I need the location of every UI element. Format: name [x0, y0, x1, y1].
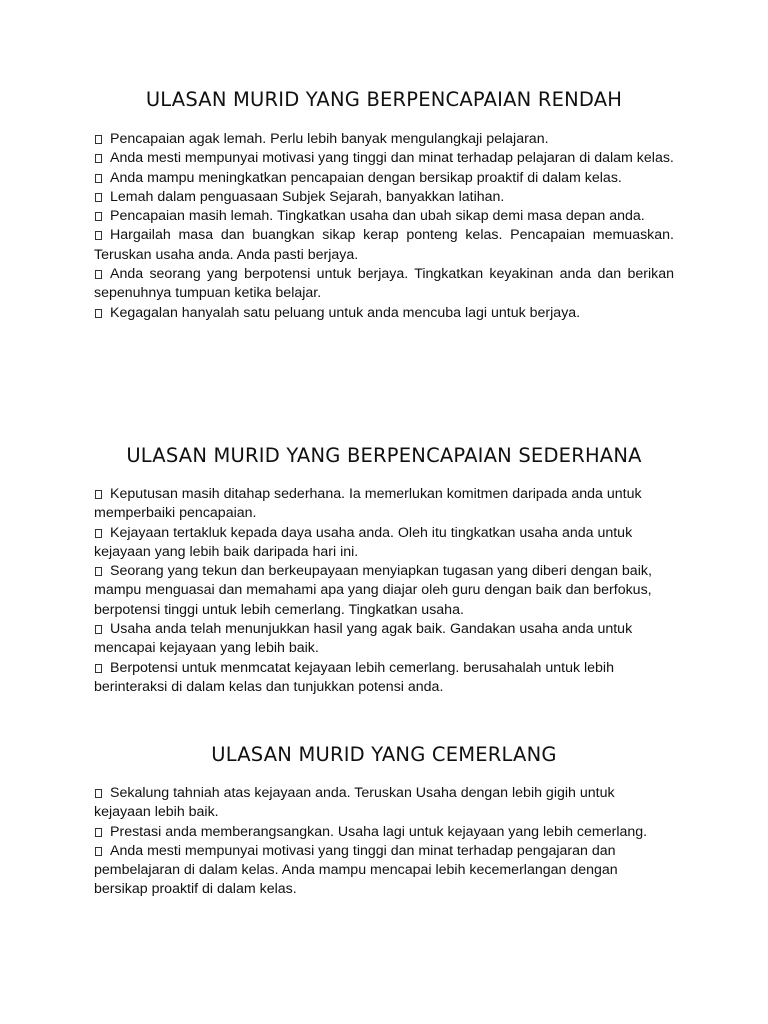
- item-text: Anda mesti mempunyai motivasi yang tinggi dan minat terhadap pengajaran dan pembelajaran di dalam kelas. Anda mampu mencapai lebih kecemerlangan dengan bersikap proaktif di dalam kelas.: [94, 842, 618, 898]
- checkbox-bullet-icon: [95, 193, 102, 202]
- item-text: Prestasi anda memberangsangkan. Usaha lagi untuk kejayaan yang lebih cemerlang.: [110, 823, 648, 840]
- item-text: Hargailah masa dan buangkan sikap kerap ponteng kelas. Pencapaian memuaskan. Teruskan usaha anda. Anda pasti berjaya.: [94, 227, 674, 263]
- comment-list: [94, 485, 674, 697]
- item-text: Anda mampu meningkatkan pencapaian dengan bersikap proaktif di dalam kelas.: [110, 169, 622, 186]
- item-text: Sekalung tahniah atas kejayaan anda. Teruskan Usaha dengan lebih gigih untuk kejayaan lebih baik.: [94, 785, 615, 821]
- section-title: ULASAN MURID YANG BERPENCAPAIAN RENDAH: [145, 88, 623, 111]
- item-text: Pencapaian agak lemah. Perlu lebih banyak mengulangkaji pelajaran.: [110, 131, 549, 147]
- section-excellent-achievers: [94, 743, 674, 900]
- list-item: [94, 226, 674, 265]
- checkbox-bullet-icon: [95, 309, 102, 318]
- section-title: ULASAN MURID YANG CEMERLANG: [211, 743, 557, 766]
- checkbox-bullet-icon: [95, 154, 102, 163]
- list-item: [94, 188, 674, 207]
- checkbox-bullet-icon: [95, 789, 102, 798]
- item-text: Anda mesti mempunyai motivasi yang tinggi dan minat terhadap pelajaran di dalam kelas.: [110, 150, 674, 167]
- checkbox-bullet-icon: [95, 529, 102, 538]
- section-moderate-achievers: [94, 444, 674, 697]
- list-item: [94, 207, 674, 226]
- list-item: [94, 823, 674, 842]
- item-text: Keputusan masih ditahap sederhana. Ia memerlukan komitmen daripada anda untuk memperbaiki pencapaian.: [94, 486, 642, 522]
- item-text: Pencapaian masih lemah. Tingkatkan usaha dan ubah sikap demi masa depan anda.: [110, 208, 645, 225]
- section-title: ULASAN MURID YANG BERPENCAPAIAN SEDERHANA: [126, 444, 642, 467]
- list-item: [94, 784, 674, 823]
- checkbox-bullet-icon: [95, 231, 102, 240]
- checkbox-bullet-icon: [95, 828, 102, 837]
- list-item: [94, 485, 674, 524]
- list-item: [94, 524, 674, 563]
- checkbox-bullet-icon: [95, 135, 102, 144]
- section-low-achievers: [94, 88, 674, 323]
- list-item: [94, 659, 674, 698]
- item-text: Berpotensi untuk menmcatat kejayaan lebih cemerlang. berusahalah untuk lebih berinteraksi di dalam kelas dan tunjukkan potensi anda.: [94, 659, 614, 695]
- checkbox-bullet-icon: [95, 567, 102, 576]
- item-text: Kegagalan hanyalah satu peluang untuk anda mencuba lagi untuk berjaya.: [110, 304, 581, 321]
- list-item: [94, 169, 674, 188]
- list-item: [94, 130, 674, 149]
- comment-list: [94, 784, 674, 900]
- list-item: [94, 304, 674, 323]
- checkbox-bullet-icon: [95, 270, 102, 279]
- item-text: Usaha anda telah menunjukkan hasil yang agak baik. Gandakan usaha anda untuk mencapai kejayaan yang lebih baik.: [94, 621, 633, 657]
- checkbox-bullet-icon: [95, 625, 102, 634]
- comment-list: [94, 130, 674, 323]
- list-item: [94, 265, 674, 304]
- checkbox-bullet-icon: [95, 664, 102, 673]
- item-text: Anda seorang yang berpotensi untuk berjaya. Tingkatkan keyakinan anda dan berikan sepenuhnya tumpuan ketika belajar.: [94, 266, 674, 302]
- list-item: [94, 149, 674, 168]
- list-item: [94, 842, 674, 900]
- list-item: [94, 562, 674, 620]
- checkbox-bullet-icon: [95, 490, 102, 499]
- item-text: Lemah dalam penguasaan Subjek Sejarah, banyakkan latihan.: [110, 188, 505, 205]
- checkbox-bullet-icon: [95, 847, 102, 856]
- checkbox-bullet-icon: [95, 212, 102, 221]
- item-text: Kejayaan tertakluk kepada daya usaha anda. Oleh itu tingkatkan usaha anda untuk kejayaan yang lebih baik daripada hari ini.: [94, 524, 633, 560]
- checkbox-bullet-icon: [95, 174, 102, 183]
- item-text: Seorang yang tekun dan berkeupayaan menyiapkan tugasan yang diberi dengan baik, mampu menguasai dan memahami apa yang diajar oleh guru dengan baik dan berfokus, berpotensi tinggi untuk lebih cemerlang. Tingkatkan usaha.: [94, 563, 652, 618]
- list-item: [94, 620, 674, 659]
